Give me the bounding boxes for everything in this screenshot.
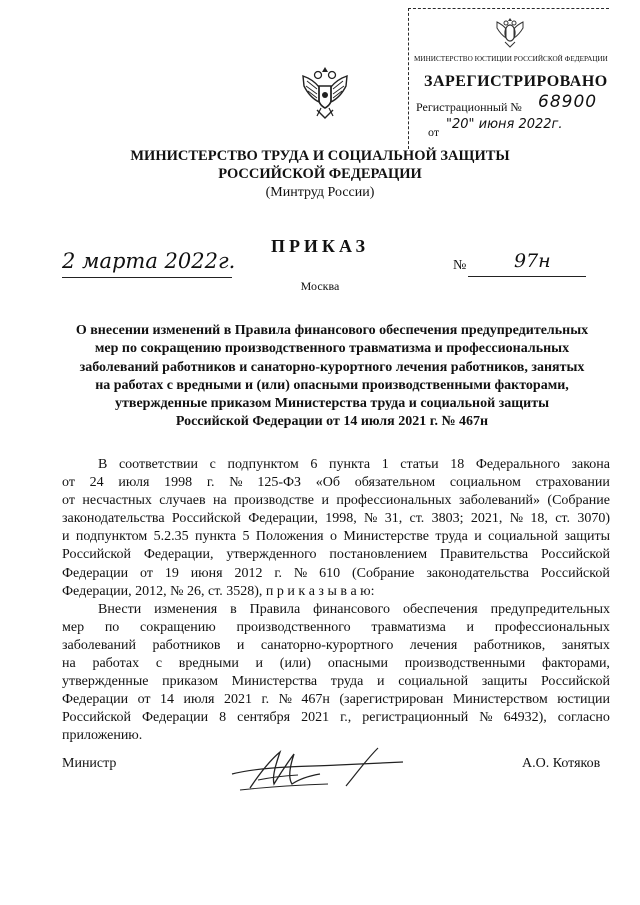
heading-line: на работах с вредными и (или) опасными производственными факторами,	[95, 377, 569, 393]
date-underline	[62, 277, 232, 278]
paragraph-line: Федерации от 14 июля 2021 г. № 467н (зарегистрирован Министерством юстиции	[62, 692, 610, 708]
ministry-name-line2: РОССИЙСКОЙ ФЕДЕРАЦИИ	[218, 166, 422, 182]
paragraph-line: Федерации от 19 июня 2012 г. № 610 (Собрание законодательства Российской	[62, 565, 610, 581]
stamp-number-value: 68900	[538, 92, 598, 112]
stamp-date-label: от	[428, 125, 440, 139]
paragraph-line: Внести изменения в Правила финансового обеспечения предупредительных	[98, 601, 610, 617]
paragraph-line: и подпунктом 5.2.35 пункта 5 Положения о Министерстве труда и социальной защиты	[62, 529, 610, 545]
document-title: ПРИКАЗ	[270, 236, 370, 256]
order-number: 97н	[514, 250, 551, 272]
stamp-date-value: "20" июня 2022г.	[446, 117, 563, 132]
handwritten-signature	[228, 740, 408, 800]
heading-line: заболеваний работников и санаторно-курортного лечения работников, занятых	[79, 359, 585, 375]
paragraph-line: Российской Федерации, утвержденного постановлением Правительства Российской	[62, 547, 610, 563]
paragraph-preamble	[62, 456, 610, 601]
order-date: 2 марта 2022г.	[62, 249, 236, 273]
stamp-ministry-name: МИНИСТЕРСТВО ЮСТИЦИИ РОССИЙСКОЙ ФЕДЕРАЦИИ	[414, 55, 608, 63]
signatory-role: Министр	[62, 756, 117, 771]
heading-line: О внесении изменений в Правила финансового обеспечения предупредительных	[75, 323, 589, 338]
paragraph-line: приложению.	[62, 728, 143, 744]
ministry-short-name: (Минтруд России)	[265, 185, 375, 200]
stamp-number-label: Регистрационный №	[416, 100, 522, 114]
stamp-eagle-emblem-icon	[493, 14, 527, 50]
number-underline	[468, 276, 586, 277]
paragraph-line: от несчастных случаев на производстве и профессиональных заболеваний» (Собрание	[62, 493, 610, 509]
order-heading	[44, 322, 620, 432]
order-city: Москва	[300, 279, 340, 293]
paragraph-line: на работах с вредными и (или) опасными производственными факторами,	[62, 656, 610, 672]
paragraph-order-item	[62, 601, 610, 746]
paragraph-line: мер по сокращению производственного травматизма и профессиональных	[62, 619, 610, 635]
heading-line: Российской Федерации от 14 июля 2021 г. № 467н	[175, 414, 489, 430]
paragraph-line: законодательства Российской Федерации, 1998, № 31, ст. 3803; 2021, № 18, ст. 3070)	[62, 511, 610, 527]
paragraph-line: от 24 июля 1998 г. № 125-ФЗ «Об обязательном социальном страховании	[62, 475, 610, 491]
signatory-name: А.О. Котяков	[522, 756, 601, 771]
paragraph-line: утвержденные приказом Министерства труда и социальной защиты Российской	[62, 674, 610, 690]
heading-line: утвержденные приказом Министерства труда и социальной защиты	[115, 396, 549, 412]
paragraph-line: заболеваний работников и санаторно-курортного лечения работников, занятых	[62, 637, 610, 653]
stamp-registered-label: ЗАРЕГИСТРИРОВАНО	[424, 73, 608, 90]
order-body	[62, 456, 610, 746]
order-number-sign: №	[453, 258, 467, 273]
coat-of-arms-icon	[299, 64, 351, 122]
ministry-name-line1: МИНИСТЕРСТВО ТРУДА И СОЦИАЛЬНОЙ ЗАЩИТЫ	[130, 148, 510, 164]
heading-line: мер по сокращению производственного травматизма и профессиональных	[94, 341, 570, 357]
paragraph-line: В соответствии с подпунктом 6 пункта 1 статьи 18 Федерального закона	[98, 457, 610, 472]
paragraph-line: Российской Федерации 8 сентября 2021 г., регистрационный № 64932), согласно	[62, 710, 610, 726]
paragraph-line: Федерации, 2012, № 26, ст. 3528), п р и к а з ы в а ю:	[62, 583, 375, 599]
